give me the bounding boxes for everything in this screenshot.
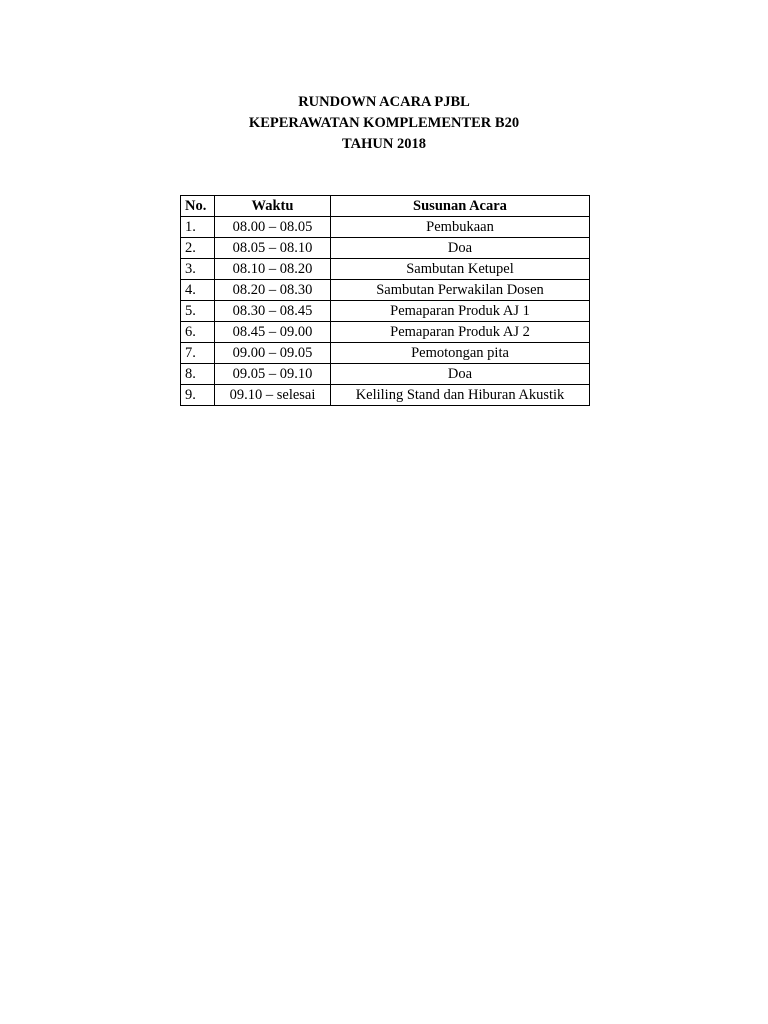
header-time: Waktu (215, 196, 331, 217)
table-row (181, 322, 590, 343)
rundown-table (180, 195, 590, 406)
row-event: Pemotongan pita (331, 343, 590, 364)
row-number: 8. (181, 364, 215, 385)
row-event: Sambutan Perwakilan Dosen (331, 280, 590, 301)
table-row (181, 301, 590, 322)
row-number: 3. (181, 259, 215, 280)
row-event: Pembukaan (331, 217, 590, 238)
row-time: 08.10 – 08.20 (215, 259, 331, 280)
row-number: 7. (181, 343, 215, 364)
header-event: Susunan Acara (331, 196, 590, 217)
title-line-1: RUNDOWN ACARA PJBL (298, 94, 470, 110)
table-row (181, 364, 590, 385)
table-row (181, 238, 590, 259)
header-no: No. (181, 196, 215, 217)
row-time: 09.00 – 09.05 (215, 343, 331, 364)
table-header-row (181, 196, 590, 217)
document-title (0, 92, 768, 155)
row-time: 08.30 – 08.45 (215, 301, 331, 322)
row-event: Keliling Stand dan Hiburan Akustik (331, 385, 590, 406)
row-event: Pemaparan Produk AJ 2 (331, 322, 590, 343)
row-time: 08.05 – 08.10 (215, 238, 331, 259)
row-number: 6. (181, 322, 215, 343)
row-number: 4. (181, 280, 215, 301)
row-time: 08.20 – 08.30 (215, 280, 331, 301)
table-row (181, 259, 590, 280)
row-number: 1. (181, 217, 215, 238)
row-event: Pemaparan Produk AJ 1 (331, 301, 590, 322)
table-row (181, 217, 590, 238)
table-row (181, 280, 590, 301)
row-number: 2. (181, 238, 215, 259)
title-line-2: KEPERAWATAN KOMPLEMENTER B20 (248, 115, 520, 131)
row-event: Doa (331, 238, 590, 259)
row-time: 09.05 – 09.10 (215, 364, 331, 385)
row-event: Doa (331, 364, 590, 385)
table-row (181, 343, 590, 364)
row-number: 9. (181, 385, 215, 406)
row-event: Sambutan Ketupel (331, 259, 590, 280)
title-line-3: TAHUN 2018 (342, 136, 426, 152)
row-number: 5. (181, 301, 215, 322)
row-time: 09.10 – selesai (215, 385, 331, 406)
row-time: 08.00 – 08.05 (215, 217, 331, 238)
row-time: 08.45 – 09.00 (215, 322, 331, 343)
table-row (181, 385, 590, 406)
